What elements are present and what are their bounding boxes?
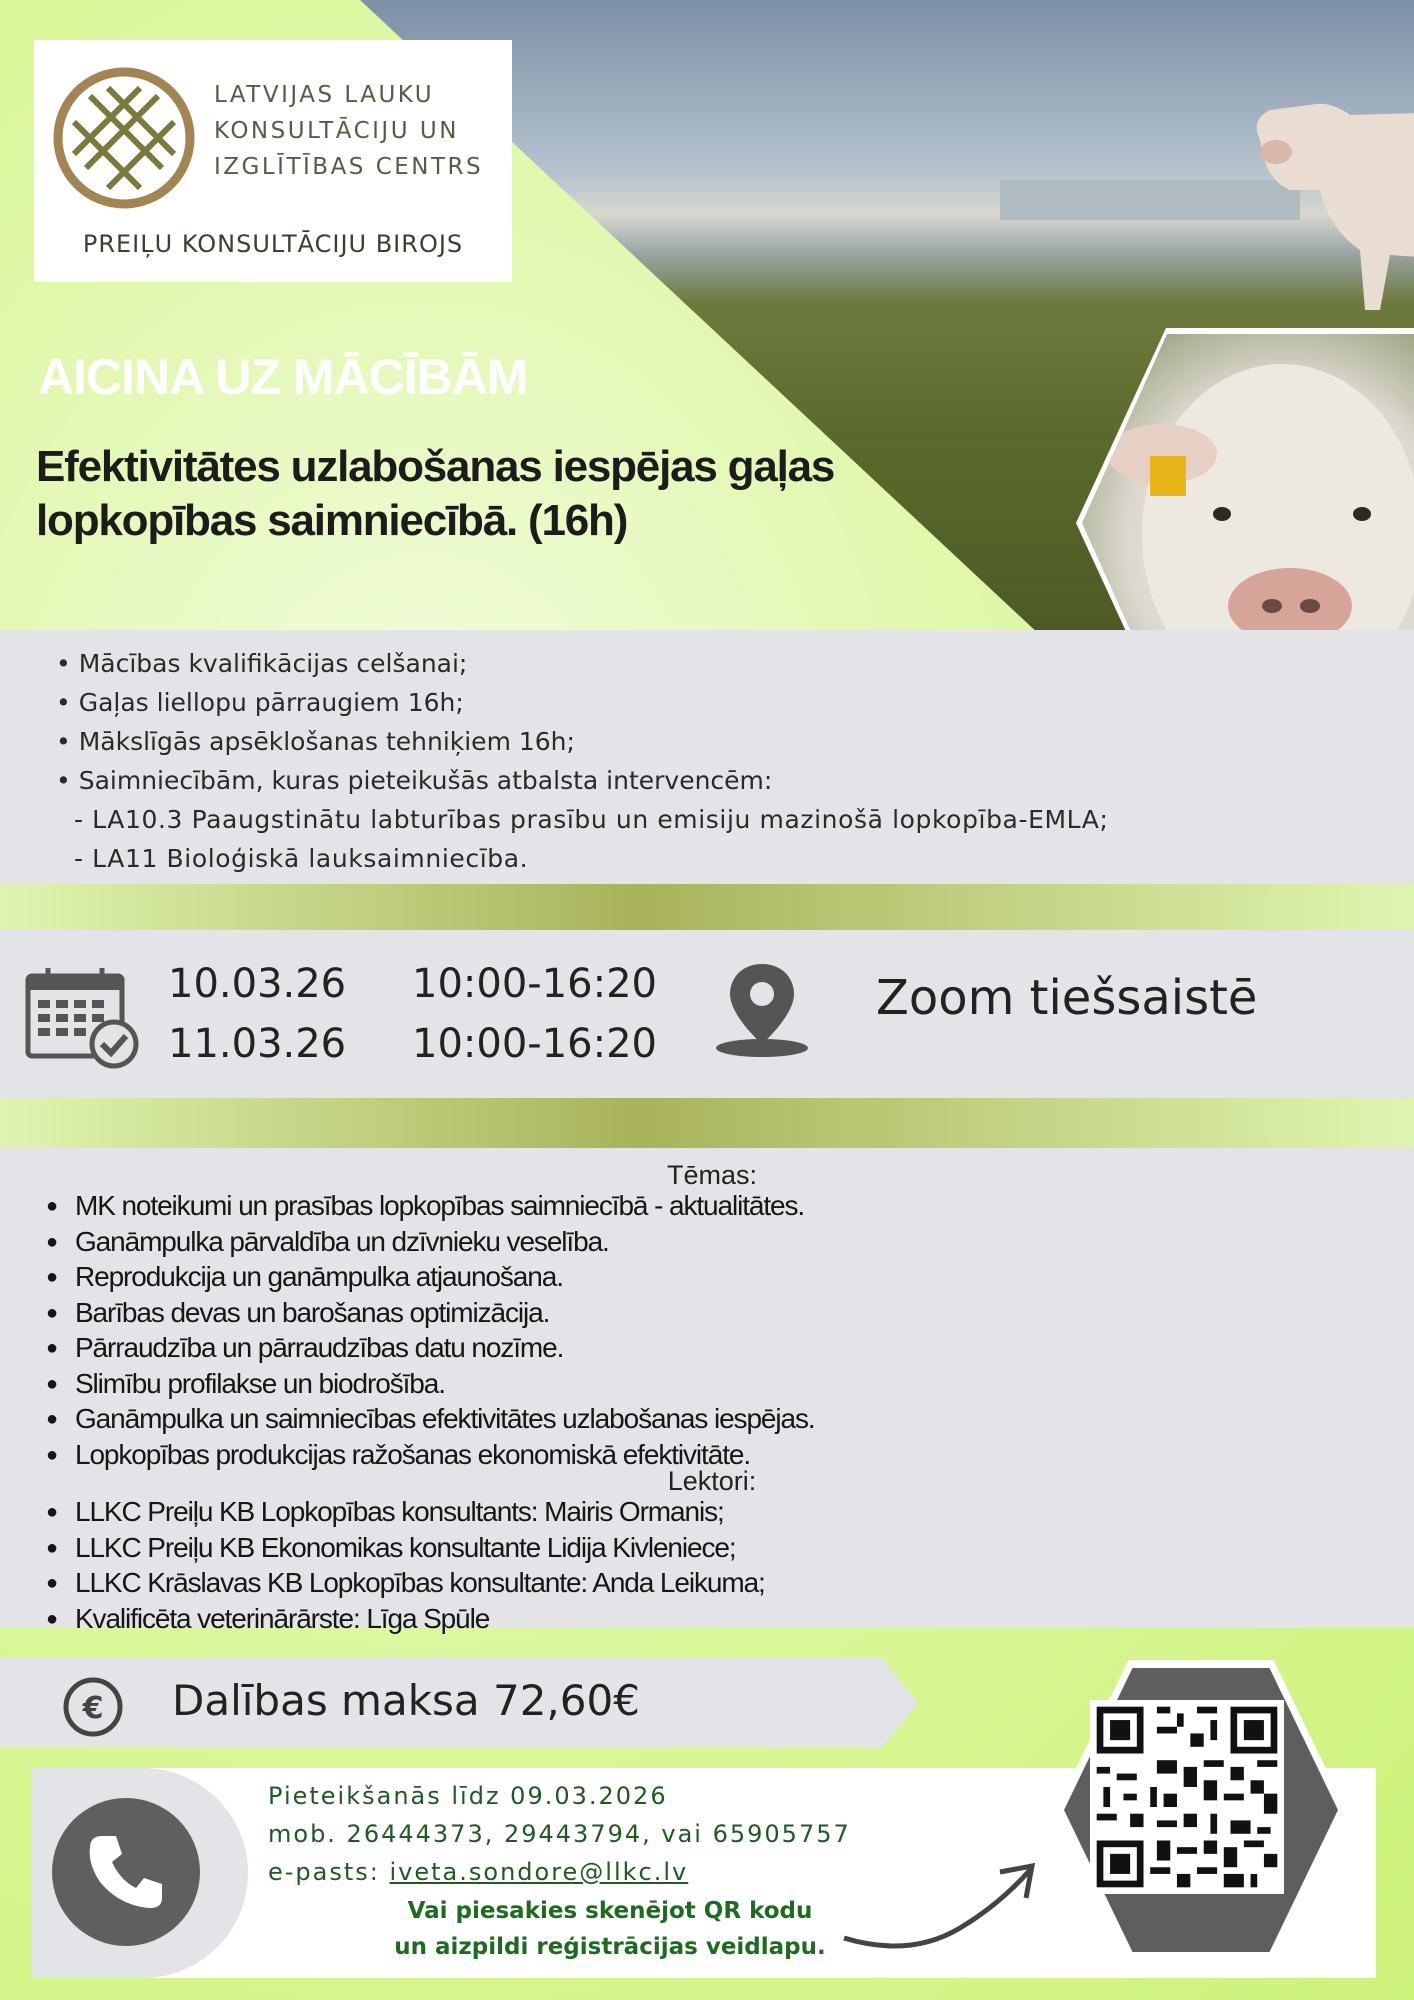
calendar-check-icon (24, 966, 140, 1070)
registration-deadline: Pieteikšanās līdz 09.03.2026 (268, 1782, 668, 1810)
email-label: e-pasts: (268, 1858, 390, 1886)
list-item: ● LLKC Krāslavas KB Lopkopības konsultante: Anda Leikuma; (46, 1567, 1346, 1603)
email-link[interactable]: iveta.sondore@llkc.lv (389, 1858, 689, 1886)
llkc-logo (34, 40, 512, 282)
list-item: ● Ganāmpulka pārvaldība un dzīvnieku veselība. (46, 1226, 1346, 1262)
logo-text-line-1: LATVIJAS LAUKU (214, 82, 435, 108)
list-item-sub: - LA11 Bioloģiskā lauksaimniecība. (56, 839, 1396, 878)
contact-phones: mob. 26444373, 29443794, vai 65905757 (268, 1820, 851, 1848)
curved-arrow-icon (840, 1848, 1050, 1958)
list-item: ● Pārraudzība un pārraudzības datu nozīme. (46, 1332, 1346, 1368)
date-day-1: 10.03.26 (168, 961, 347, 1007)
cow-silhouette (1240, 80, 1414, 320)
audience-list (56, 644, 1396, 878)
time-day-1: 10:00-16:20 (412, 961, 657, 1007)
map-pin-icon (712, 960, 812, 1060)
euro-icon (62, 1676, 124, 1738)
list-item: ● MK noteikumi un prasības lopkopības saimniecībā - aktualitātes. (46, 1190, 1346, 1226)
qr-call-line-1: Vai piesakies skenējot QR kodu (407, 1898, 813, 1924)
course-title-line-2: lopkopības saimniecībā. (16h) (36, 496, 628, 545)
divider-band (0, 1098, 1414, 1148)
topics-heading: Tēmas: (666, 1160, 758, 1190)
list-item: ● Kvalificēta veterinārārste: Līga Spūle (46, 1603, 1346, 1639)
svg-text:€: € (82, 1691, 104, 1726)
date-day-2: 11.03.26 (168, 1021, 347, 1067)
logo-text-line-2: KONSULTĀCIJU UN (214, 118, 459, 144)
list-item: ● Reprodukcija un ganāmpulka atjaunošana. (46, 1261, 1346, 1297)
invite-heading: AICINA UZ MĀCĪBĀM (38, 349, 528, 405)
logo-text-line-3: IZGLĪTĪBAS CENTRS (214, 154, 484, 180)
bureau-name: PREIĻU KONSULTĀCIJU BIROJS (82, 230, 464, 258)
topics-list (46, 1190, 1346, 1474)
contact-email-line (268, 1858, 688, 1886)
qr-call-line-2: un aizpildi reģistrācijas veidlapu. (394, 1934, 826, 1960)
lectors-heading: Lektori: (667, 1466, 757, 1496)
list-item: ● Barības devas un barošanas optimizācija. (46, 1297, 1346, 1333)
time-day-2: 10:00-16:20 (412, 1021, 657, 1067)
qr-code[interactable] (1090, 1700, 1284, 1894)
list-item: • Gaļas liellopu pārraugiem 16h; (56, 683, 1396, 722)
list-item: • Mākslīgās apsēklošanas tehniķiem 16h; (56, 722, 1396, 761)
course-times (412, 954, 657, 1074)
list-item: ● LLKC Preiļu KB Ekonomikas konsultante Lidija Kivleniece; (46, 1532, 1346, 1568)
lectors-list (46, 1496, 1346, 1638)
fee-text: Dalības maksa 72,60€ (172, 1676, 640, 1725)
phone-icon (84, 1830, 168, 1914)
list-item: ● Slimību profilakse un biodrošība. (46, 1368, 1346, 1404)
list-item-sub: - LA10.3 Paaugstinātu labturības prasību un emisiju mazinošā lopkopība-EMLA; (56, 800, 1396, 839)
list-item: ● LLKC Preiļu KB Lopkopības konsultants: Mairis Ormanis; (46, 1496, 1346, 1532)
course-title (36, 440, 1076, 548)
location-text: Zoom tiešsaistē (876, 970, 1258, 1026)
list-item: ● Lopkopības produkcijas ražošanas ekonomiskā efektivitāte. (46, 1439, 1346, 1475)
course-dates (168, 954, 346, 1074)
list-item: ● Ganāmpulka un saimniecības efektivitātes uzlabošanas iespējas. (46, 1403, 1346, 1439)
logo-emblem-icon (52, 66, 196, 210)
course-title-line-1: Efektivitātes uzlabošanas iespējas gaļas (36, 442, 835, 491)
list-item: • Mācības kvalifikācijas celšanai; (56, 644, 1396, 683)
list-item: • Saimniecībām, kuras pieteikušās atbalsta intervencēm: (56, 761, 1396, 800)
divider-band (0, 884, 1414, 930)
